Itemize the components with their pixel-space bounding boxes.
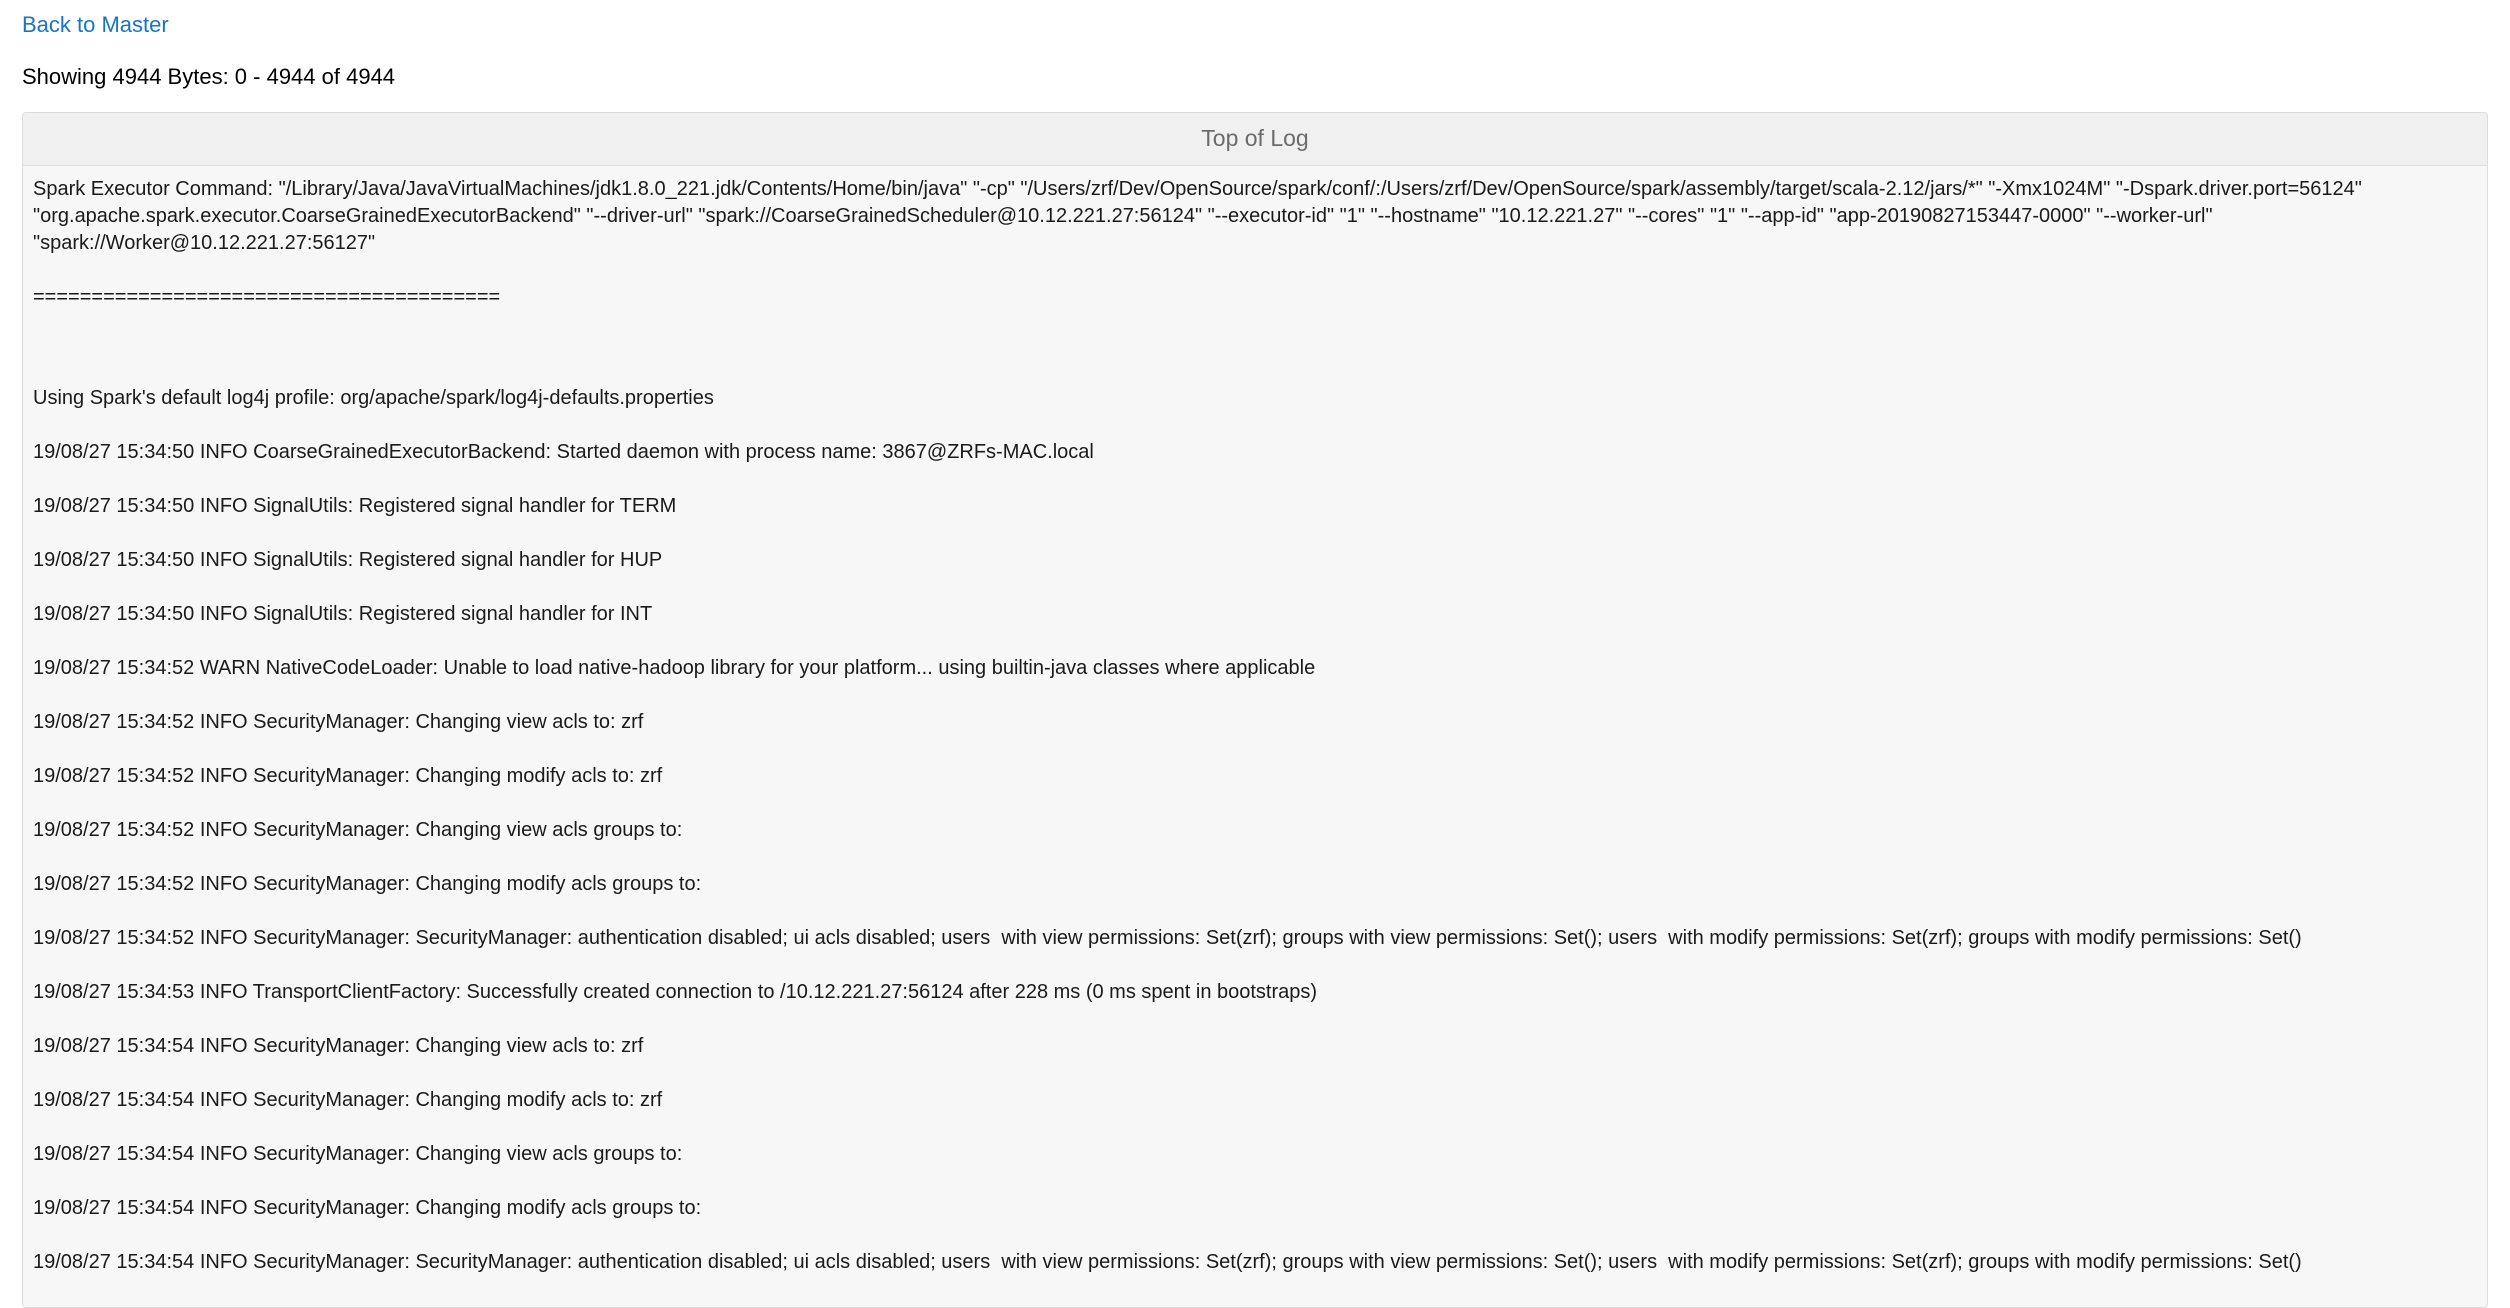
log-line: Using Spark's default log4j profile: org/apache/spark/log4j-defaults.properties [33,387,714,409]
log-line: 19/08/27 15:34:53 INFO TransportClientFactory: Successfully created connection to /10.12.221.27:56124 after 228 ms (0 ms spent in bootstraps) [33,981,1318,1003]
log-panel-header: Top of Log [23,113,2487,166]
log-line: 19/08/27 15:34:52 INFO SecurityManager: Changing modify acls groups to: [33,873,702,895]
log-line: 19/08/27 15:34:50 INFO CoarseGrainedExecutorBackend: Started daemon with process name: 3867@ZRFs-MAC.local [33,441,1094,463]
log-line: 19/08/27 15:34:52 WARN NativeCodeLoader: Unable to load native-hadoop library for your platform... using builtin-java classes where applicable [33,657,1316,679]
log-line: 19/08/27 15:34:54 INFO SecurityManager: Changing view acls to: zrf [33,1035,644,1057]
back-to-master-link[interactable]: Back to Master [22,12,169,37]
log-line: 19/08/27 15:34:50 INFO SignalUtils: Registered signal handler for HUP [33,549,663,571]
log-line: 19/08/27 15:34:52 INFO SecurityManager: Changing view acls groups to: [33,819,683,841]
log-line [33,338,2477,358]
log-line: 19/08/27 15:34:52 INFO SecurityManager: Changing modify acls to: zrf [33,765,663,787]
log-line: 19/08/27 15:34:54 INFO SecurityManager: Changing view acls groups to: [33,1143,683,1165]
log-line: 19/08/27 15:34:52 INFO SecurityManager: SecurityManager: authentication disabled; ui acls disabled; users with view permissions: Set(zrf); groups with view permissions: Set(); users with modify permissions: Set(zrf); groups with modify permissions: Set() [33,927,2302,949]
log-line: 19/08/27 15:34:50 INFO SignalUtils: Registered signal handler for TERM [33,495,677,517]
log-line: 19/08/27 15:34:52 INFO SecurityManager: Changing view acls to: zrf [33,711,644,733]
log-content [33,176,2477,1303]
log-line: 19/08/27 15:34:54 INFO SecurityManager: Changing modify acls to: zrf [33,1089,663,1111]
log-line: 19/08/27 15:34:50 INFO SignalUtils: Registered signal handler for INT [33,603,653,625]
log-line: 19/08/27 15:34:54 INFO SecurityManager: SecurityManager: authentication disabled; ui acls disabled; users with view permissions: Set(zrf); groups with view permissions: Set(); users with modify permissions: Set(zrf); groups with modify permissions: Set() [33,1251,2302,1273]
log-line: 19/08/27 15:34:54 INFO SecurityManager: Changing modify acls groups to: [33,1197,702,1219]
showing-bytes-status: Showing 4944 Bytes: 0 - 4944 of 4944 [22,64,396,89]
log-panel-body[interactable] [23,166,2487,1307]
log-line: Spark Executor Command: "/Library/Java/JavaVirtualMachines/jdk1.8.0_221.jdk/Contents/Home/bin/java" "-cp" "/Users/zrf/Dev/OpenSource/spark/conf/:/Users/zrf/Dev/OpenSource/spark/assembly/target/scala-2.12/jars/*" "-Xmx1024M" "-Dspark.driver.port=56124" "org.apache.spark.executor.CoarseGrainedExecutorBackend" "--driver-url" "spark://CoarseGrainedScheduler@10.12.221.27:56124" "--executor-id" "1" "--hostname" "10.12.221.27" "--cores" "1" "--app-id" "app-20190827153447-0000" "--worker-url" "spark://Worker@10.12.221.27:56127" [33,178,2368,254]
log-line: ======================================== [33,286,501,308]
log-panel [22,112,2488,1308]
